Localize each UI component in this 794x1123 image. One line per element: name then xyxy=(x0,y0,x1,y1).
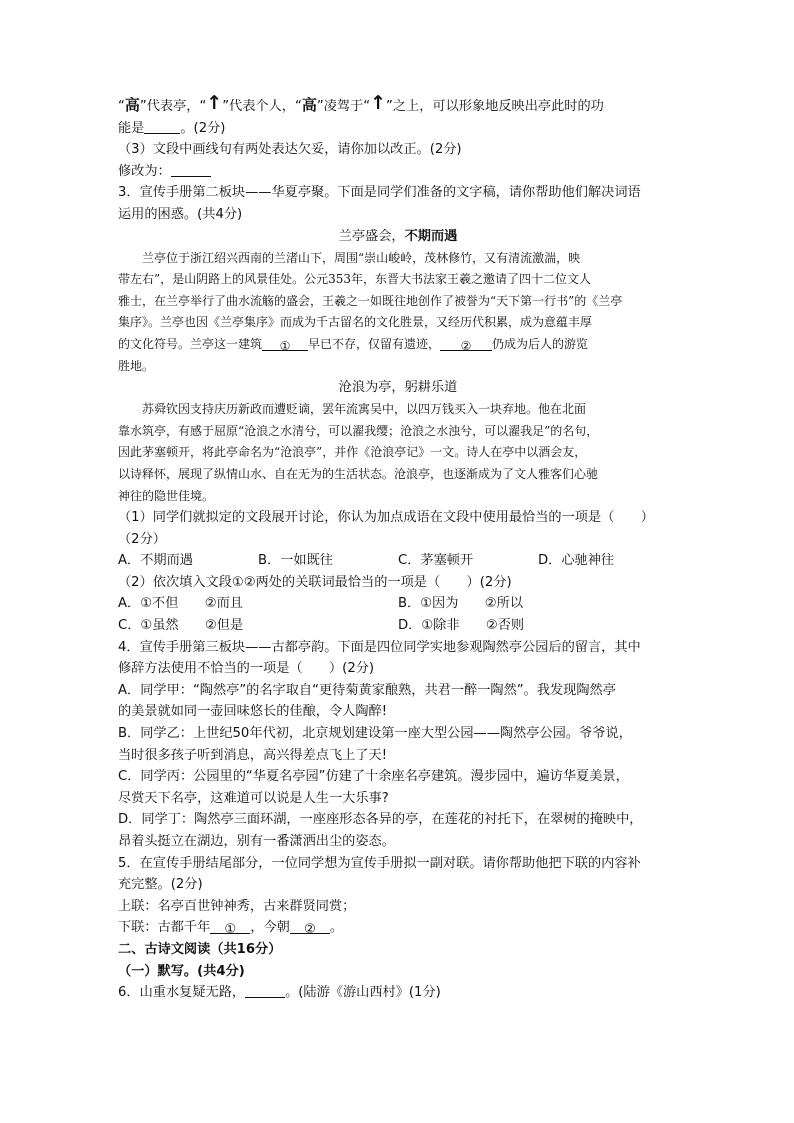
question-3-correction: （3）文段中画线句有两处表达欠妥，请你加以改正。(2分) xyxy=(118,142,462,158)
sub-question-2-options-row-2 xyxy=(118,615,678,637)
option-c[interactable]: C．茅塞顿开 xyxy=(398,553,474,569)
fill-blank-1[interactable]: ① xyxy=(262,336,308,351)
item-3-line-1: 3．宣传手册第二板块——华夏亭聚。下面是同学们准备的文字稿，请你帮助他们解决词语 xyxy=(118,185,641,201)
option-c[interactable]: C．①虽然 ②但是 xyxy=(118,618,244,634)
option-b[interactable]: B．一如既往 xyxy=(258,553,333,569)
option-b[interactable]: B．①因为 ②所以 xyxy=(398,596,524,612)
answer-blank[interactable] xyxy=(171,162,211,177)
high-glyph-icon: 高 xyxy=(124,96,140,114)
subsection-heading: （一）默写。(共4分) xyxy=(118,963,245,979)
item-5-line-2: 充完整。(2分) xyxy=(118,877,203,893)
couplet-blank-2[interactable]: ② xyxy=(290,919,330,934)
sub-question-1-options xyxy=(118,550,678,572)
item-4-option-a[interactable]: A．同学甲：“陶然亭”的名字取自“更待菊黄家酿熟，共君一醉一陶然”。我发现陶然亭 的美景就如同一壶回味悠长的佳酿，令人陶醉! xyxy=(118,682,616,720)
sub-question-2: （2）依次填入文段①②两处的关联词最恰当的一项是（ ）(2分) xyxy=(118,574,512,590)
exam-page xyxy=(118,92,678,1004)
item-4-line-1: 4．宣传手册第三板块——古都亭韵。下面是四位同学实地参观陶然亭公园后的留言，其中 xyxy=(118,639,641,655)
person-arrow-icon: ↑ xyxy=(206,92,223,114)
item-4-option-c[interactable]: C．同学丙：公园里的“华夏名亭园”仿建了十余座名亭建筑。漫步园中，遍访华夏美景， 尽赏天下名亭，这难道可以说是人生一大乐事? xyxy=(118,769,629,806)
high-glyph-icon: 高 xyxy=(301,96,317,114)
passage-lanting: 兰亭位于浙江绍兴西南的兰渚山下，周围“崇山峻岭，茂林修竹，又有清流激湍，映 带左右”，是山阴路上的风景佳处。公元353年，东晋大书法家王羲之邀请了四十二位文人 雅士，在兰亭举行了曲水流觞的盛会，王羲之一如既往地创作了被誉为“天下第一行书”的《兰亭 集序》。兰亭也因《兰亭集序》而成为千古留名的文化胜景，又经历代积累，成为意蕴丰厚 的文化符号。兰亭这一建筑 ① 早已不存，仅留有遗迹， ② 仍成为后人的游览 胜地。 xyxy=(118,250,623,373)
item-4-line-2: 修辞方法使用不恰当的一项是（ ）(2分) xyxy=(118,661,375,677)
fill-blank-2[interactable]: ② xyxy=(440,336,492,351)
item-5-line-1: 5．在宣传手册结尾部分，一位同学想为宣传手册拟一副对联。请你帮助他把下联的内容补 xyxy=(118,855,641,871)
answer-blank[interactable] xyxy=(144,119,180,134)
couplet-upper: 上联：名亭百世钟神秀，古来群贤同赏； xyxy=(118,898,356,914)
sub-question-1: （1）同学们就拟定的文段展开讨论，你认为加点成语在文段中使用最恰当的一项是（ ） xyxy=(118,510,654,526)
passage-title-canglang: 沧浪为亭，躬耕乐道 xyxy=(338,380,458,396)
intro-line-1: “高”代表亭，“↑”代表个人，“高”凌驾于“↑”之上，可以形象地反映出亭此时的功 xyxy=(118,95,678,118)
item-4-option-b[interactable]: B．同学乙：上世纪50年代初，北京规划建设第一座大型公园——陶然亭公园。爷爷说， 当时很多孩子听到消息，高兴得差点飞上了天! xyxy=(118,726,632,763)
passage-canglang: 苏舜钦因支持庆历新政而遭贬谪，罢年流寓吴中，以四万钱买入一块弃地。他在北面 靠水筑亭，有感于屈原“沧浪之水清兮，可以濯我缨；沧浪之水浊兮，可以濯我足”的名句， 因此茅塞顿开，将此亭命名为“沧浪亭”，并作《沧浪亭记》一文。诗人在亭中以酒会友， 以诗释怀，展现了纵情山水、自在无为的生活状态。沧浪亭，也逐渐成为了文人雅客们心驰 神往的隐世佳境。 xyxy=(118,402,599,503)
option-d[interactable]: D．①除非 ②否则 xyxy=(398,618,525,634)
passage-title-lanting: 兰亭盛会，不期而遇 xyxy=(338,228,458,244)
item-3-line-2: 运用的困惑。(共4分) xyxy=(118,206,243,222)
sub-question-2-options-row-1 xyxy=(118,593,678,615)
option-d[interactable]: D．心驰神往 xyxy=(538,553,615,569)
couplet-blank-1[interactable]: ① xyxy=(210,919,250,934)
option-a[interactable]: A．①不但 ②而且 xyxy=(118,596,243,612)
section-2-heading: 二、古诗文阅读（共16分） xyxy=(118,941,282,957)
couplet-lower: 下联：古都千年 ① ，今朝 ② 。 xyxy=(118,920,344,938)
option-a[interactable]: A．不期而遇 xyxy=(118,553,193,569)
intro-line-2: 能是 。(2分) xyxy=(118,120,226,136)
item-6: 6．山重水复疑无路， 。(陆游《游山西村》(1分) xyxy=(118,985,441,1001)
sub-question-1-score: （2分） xyxy=(118,531,166,547)
answer-blank[interactable] xyxy=(245,983,285,998)
fix-line: 修改为： xyxy=(118,161,678,183)
item-4-option-d[interactable]: D．同学丁：陶然亭三面环湖，一座座形态各异的亭，在莲花的衬托下，在翠树的掩映中， 昂着头挺立在湖边，别有一番潇洒出尘的姿态。 xyxy=(118,812,643,849)
person-arrow-icon: ↑ xyxy=(370,92,386,114)
